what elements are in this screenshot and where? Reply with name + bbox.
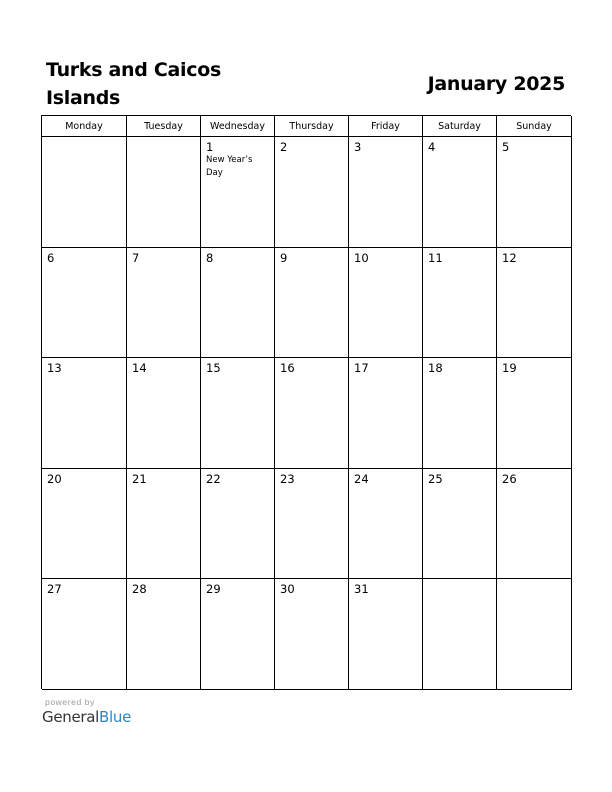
- day-cell: [127, 579, 201, 690]
- day-number: 21: [132, 472, 147, 486]
- day-number: 24: [354, 472, 369, 486]
- day-cell: [349, 358, 423, 469]
- calendar-grid: [41, 115, 571, 689]
- day-number: 7: [132, 251, 140, 265]
- weekday-header-monday: Monday: [42, 116, 127, 137]
- day-cell: [42, 579, 127, 690]
- day-number: 30: [280, 582, 295, 596]
- day-cell: [497, 358, 572, 469]
- generalblue-logo[interactable]: [42, 708, 131, 726]
- day-cell: [423, 469, 497, 579]
- day-cell: [127, 469, 201, 579]
- day-cell: [275, 137, 349, 248]
- holiday-label: New Year’s Day: [206, 155, 253, 178]
- day-number: 26: [502, 472, 517, 486]
- weekday-header-sunday: Sunday: [497, 116, 572, 137]
- day-number: 13: [47, 361, 62, 375]
- day-number: 3: [354, 140, 362, 154]
- day-number: 15: [206, 361, 221, 375]
- weekday-header-saturday: Saturday: [423, 116, 497, 137]
- day-cell: [127, 358, 201, 469]
- powered-by-text: powered by: [45, 697, 95, 707]
- country-title: Turks and Caicos Islands: [46, 59, 221, 109]
- day-cell: [275, 248, 349, 358]
- day-number: 29: [206, 582, 221, 596]
- day-cell: [497, 579, 572, 690]
- weekday-header-wednesday: Wednesday: [201, 116, 275, 137]
- day-cell: [127, 248, 201, 358]
- weekday-header-friday: Friday: [349, 116, 423, 137]
- day-cell: [127, 137, 201, 248]
- day-number: 22: [206, 472, 221, 486]
- day-cell: [275, 469, 349, 579]
- logo-blue-text: Blue: [99, 708, 132, 726]
- day-cell: [42, 248, 127, 358]
- day-cell: [275, 358, 349, 469]
- day-cell: [349, 137, 423, 248]
- day-number: 10: [354, 251, 369, 265]
- day-cell: [349, 469, 423, 579]
- day-number: 16: [280, 361, 295, 375]
- day-cell: [42, 137, 127, 248]
- day-cell: [201, 358, 275, 469]
- day-cell: [349, 579, 423, 690]
- day-cell: [42, 469, 127, 579]
- day-cell: [423, 358, 497, 469]
- month-year-title: January 2025: [427, 73, 565, 95]
- day-cell: [423, 137, 497, 248]
- day-cell: [201, 248, 275, 358]
- day-number: 8: [206, 251, 214, 265]
- day-cell: [201, 579, 275, 690]
- day-number: 18: [428, 361, 443, 375]
- day-number: 19: [502, 361, 517, 375]
- day-number: 14: [132, 361, 147, 375]
- day-number: 28: [132, 582, 147, 596]
- day-cell: [497, 137, 572, 248]
- day-cell: [497, 248, 572, 358]
- day-cell: [423, 248, 497, 358]
- day-number: 20: [47, 472, 62, 486]
- day-number: 25: [428, 472, 443, 486]
- day-number: 5: [502, 140, 510, 154]
- day-number: 4: [428, 140, 436, 154]
- day-cell: [201, 469, 275, 579]
- day-cell: [201, 137, 275, 248]
- day-number: 31: [354, 582, 369, 596]
- day-number: 11: [428, 251, 443, 265]
- weekday-header-tuesday: Tuesday: [127, 116, 201, 137]
- day-cell: [423, 579, 497, 690]
- day-number: 2: [280, 140, 288, 154]
- day-number: 1: [206, 140, 214, 154]
- weekday-header-thursday: Thursday: [275, 116, 349, 137]
- day-number: 17: [354, 361, 369, 375]
- day-cell: [349, 248, 423, 358]
- day-number: 27: [47, 582, 62, 596]
- day-number: 23: [280, 472, 295, 486]
- day-number: 6: [47, 251, 55, 265]
- day-number: 12: [502, 251, 517, 265]
- day-number: 9: [280, 251, 288, 265]
- logo-general-text: General: [42, 708, 100, 726]
- day-cell: [42, 358, 127, 469]
- day-cell: [275, 579, 349, 690]
- day-cell: [497, 469, 572, 579]
